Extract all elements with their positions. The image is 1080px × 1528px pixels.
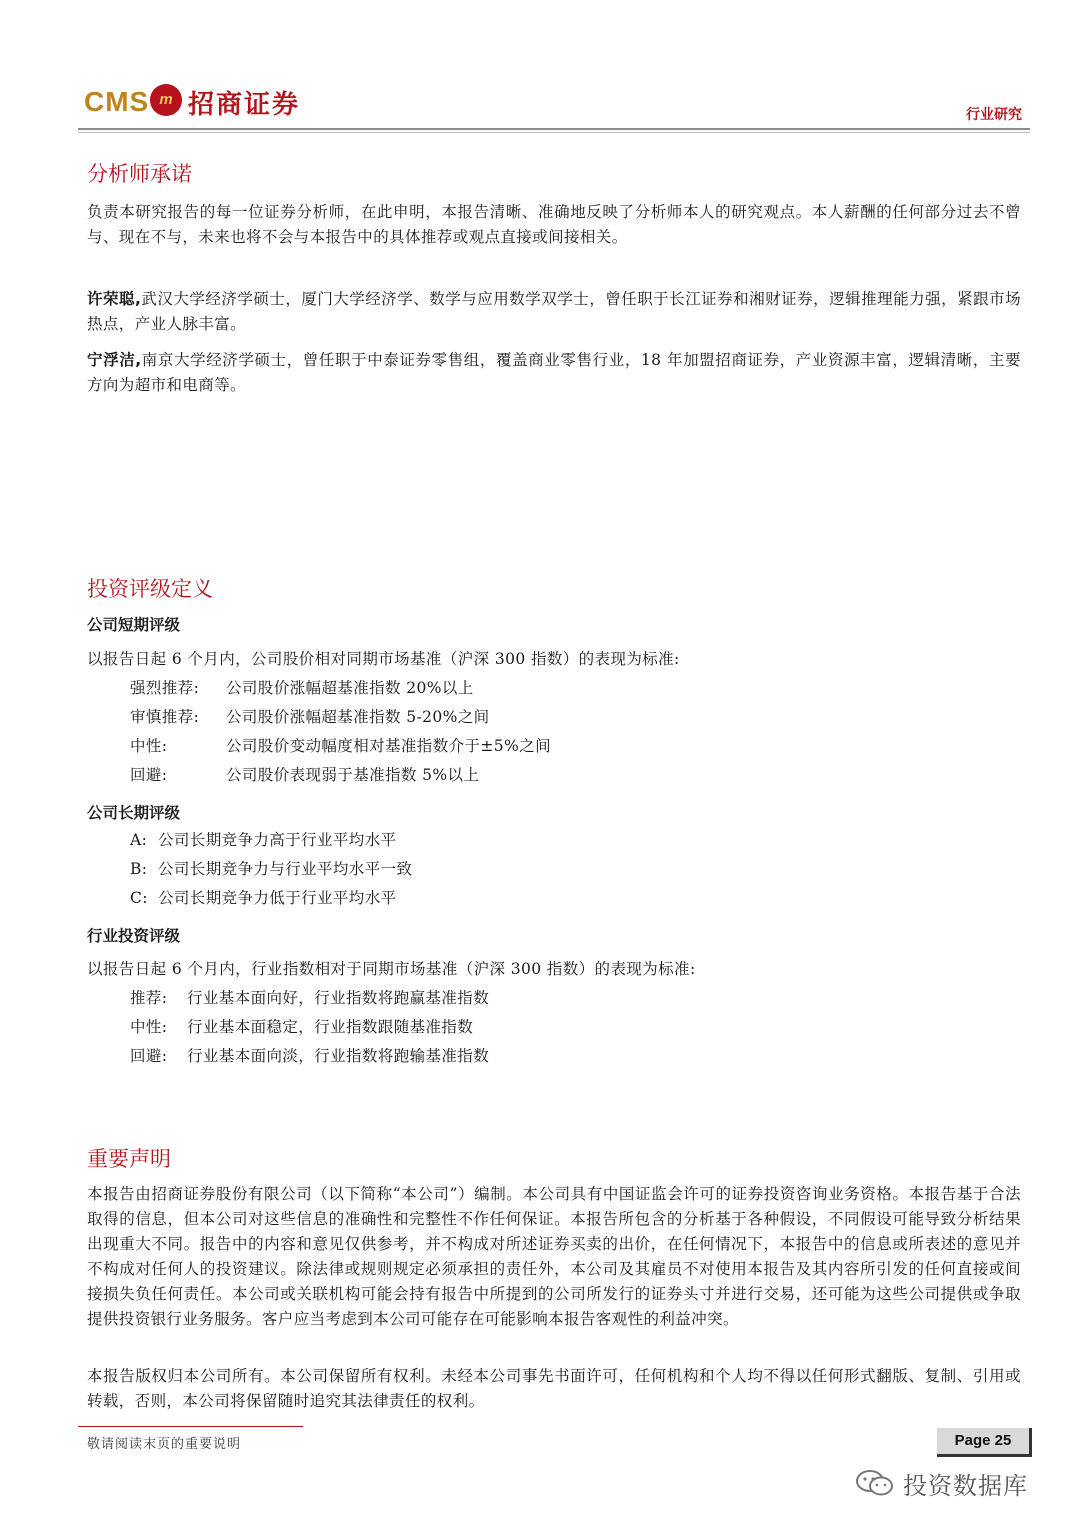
rating-section-title: 投资评级定义 — [87, 577, 213, 601]
long-rating-item — [130, 886, 397, 911]
disclaimer-paragraph-1: 本报告由招商证券股份有限公司（以下简称“本公司”）编制。本公司具有中国证监会许可的证券投资咨询业务资格。本报告基于合法取得的信息，但本公司对这些信息的准确性和完整性不作任何保证。本报告所包含的分析基于各种假设，不同假设可能导致分析结果出现重大不同。报告中的内容和意见仅供参考，并不构成对所述证券买卖的出价，在任何情况下，本报告中的信息或所表述的意见并不构成对任何人的投资建议。除法律或规则规定必须承担的责任外，本公司及其雇员不对使用本报告及其内容所引发的任何直接或间接损失负任何责任。本公司或关联机构可能会持有报告中所提到的公司所发行的证券头寸并进行交易，还可能为这些公司提供或争取提供投资银行业务服务。客户应当考虑到本公司可能存在可能影响本报告客观性的利益冲突。 — [87, 1185, 1021, 1328]
long-term-rating-title: 公司长期评级 — [87, 804, 181, 822]
industry-rating-item — [130, 1015, 473, 1040]
rating-text: 公司长期竞争力与行业平均水平一致 — [158, 860, 413, 878]
analyst-bio-2 — [87, 348, 1021, 398]
logo-mark-icon: m — [150, 84, 182, 116]
header-divider — [78, 128, 1030, 130]
rating-text: 公司股价涨幅超基准指数 20%以上 — [226, 679, 474, 697]
long-rating-item — [130, 857, 412, 882]
analyst-name: 宁浮洁, — [87, 351, 142, 369]
rating-label: 回避: — [130, 1047, 168, 1065]
rating-text: 公司股价变动幅度相对基准指数介于±5%之间 — [226, 737, 551, 755]
long-rating-item — [130, 828, 397, 853]
rating-label: B: — [130, 860, 148, 878]
analyst-bio-text: 武汉大学经济学硕士，厦门大学经济学、数学与应用数学双学士，曾任职于长江证券和湘财证券，逻辑推理能力强，紧跟市场热点，产业人脉丰富。 — [87, 290, 1021, 333]
rating-text: 行业基本面向淡，行业指数将跑输基准指数 — [187, 1047, 490, 1065]
header-divider-thin — [78, 132, 1030, 133]
rating-text: 公司长期竞争力高于行业平均水平 — [158, 831, 397, 849]
rating-label: 中性: — [130, 737, 168, 755]
disclaimer-section-title: 重要声明 — [87, 1147, 171, 1171]
rating-label: 回避: — [130, 766, 168, 784]
footer-divider — [78, 1426, 303, 1427]
page-number: Page 25 — [937, 1428, 1032, 1457]
short-rating-item — [130, 676, 474, 701]
rating-text: 公司股价涨幅超基准指数 5-20%之间 — [226, 708, 490, 726]
rating-label: 中性: — [130, 1018, 168, 1036]
rating-text: 公司长期竞争力低于行业平均水平 — [158, 889, 397, 907]
short-rating-item — [130, 734, 551, 759]
short-term-rating-title: 公司短期评级 — [87, 616, 181, 634]
rating-text: 行业基本面稳定，行业指数跟随基准指数 — [187, 1018, 474, 1036]
watermark-text: 投资数据库 — [903, 1471, 1028, 1500]
short-term-intro: 以报告日起 6 个月内，公司股价相对同期市场基准（沪深 300 指数）的表现为标准: — [87, 650, 680, 668]
rating-text: 公司股价表现弱于基准指数 5%以上 — [226, 766, 480, 784]
disclaimer-paragraph-2: 本报告版权归本公司所有。本公司保留所有权利。未经本公司事先书面许可，任何机构和个人均不得以任何形式翻版、复制、引用或转载，否则，本公司将保留随时追究其法律责任的权利。 — [87, 1367, 1021, 1410]
industry-intro: 以报告日起 6 个月内，行业指数相对于同期市场基准（沪深 300 指数）的表现为标准: — [87, 960, 696, 978]
industry-rating-item — [130, 986, 489, 1011]
rating-label: 推荐: — [130, 989, 168, 1007]
rating-label: 审慎推荐: — [130, 708, 200, 726]
analyst-bio-text: 南京大学经济学硕士，曾任职于中泰证券零售组，覆盖商业零售行业，18 年加盟招商证券，产业资源丰富，逻辑清晰，主要方向为超市和电商等。 — [87, 351, 1021, 394]
footer-note: 敬请阅读末页的重要说明 — [87, 1437, 242, 1452]
logo-chinese-text: 招商证券 — [188, 90, 301, 120]
rating-label: 强烈推荐: — [130, 679, 200, 697]
analyst-name: 许荣聪, — [87, 290, 142, 308]
industry-rating-title: 行业投资评级 — [87, 927, 181, 945]
analyst-section-title: 分析师承诺 — [87, 162, 192, 186]
rating-text: 行业基本面向好，行业指数将跑赢基准指数 — [187, 989, 490, 1007]
short-rating-item — [130, 705, 490, 730]
wechat-watermark — [855, 1465, 1028, 1501]
header-section-tag: 行业研究 — [966, 107, 1022, 123]
logo-latin-text: CMS — [84, 86, 150, 117]
cms-logo — [84, 80, 304, 122]
industry-rating-item — [130, 1044, 489, 1069]
rating-label: C: — [130, 889, 148, 907]
short-rating-item — [130, 763, 479, 788]
wechat-icon — [855, 1468, 895, 1498]
analyst-statement: 负责本研究报告的每一位证券分析师，在此申明，本报告清晰、准确地反映了分析师本人的研究观点。本人薪酬的任何部分过去不曾与、现在不与，未来也将不会与本报告中的具体推荐或观点直接或间接相关。 — [87, 203, 1021, 246]
rating-label: A: — [130, 831, 148, 849]
analyst-bio-1 — [87, 287, 1021, 337]
